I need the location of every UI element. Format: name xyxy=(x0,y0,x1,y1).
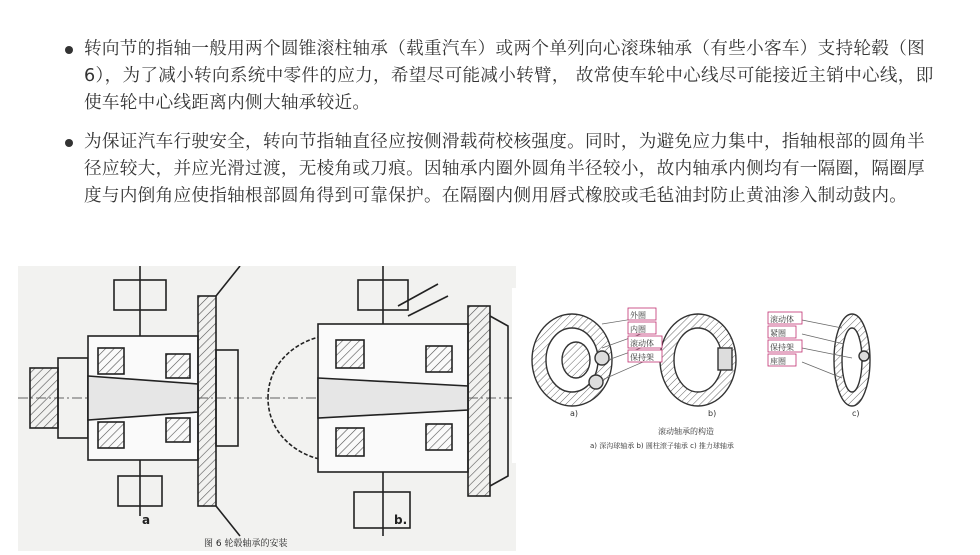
hub-bearing-drawing xyxy=(18,266,516,551)
rolling-bearing-caption: a) 深沟球轴承 b) 圆柱滚子轴承 c) 推力球轴承 xyxy=(590,442,734,450)
callouts-a xyxy=(628,308,662,362)
callout-rolling-element: 滚动体 xyxy=(630,339,654,348)
bullet-item xyxy=(62,36,942,117)
assembly-b-drawing xyxy=(268,266,508,536)
cylindrical-roller-bearing xyxy=(660,314,736,406)
sub-label-b: b) xyxy=(708,409,717,418)
bullet-item xyxy=(62,129,942,210)
callout-inner-ring: 内圈 xyxy=(630,325,646,334)
hub-bearing-figure xyxy=(18,266,516,551)
assembly-a-drawing xyxy=(30,266,240,536)
deep-groove-ball-bearing xyxy=(532,314,612,406)
callout-outer-ring: 外圈 xyxy=(630,311,646,320)
rolling-bearing-drawing xyxy=(512,288,892,463)
callout-rolling-element-c: 滚动体 xyxy=(770,315,794,324)
bullet-text: 为保证汽车行驶安全，转向节指轴直径应按侧滑载荷校核强度。同时，为避免应力集中，指轴根部的圆角半径应较大，并应光滑过渡，无棱角或刀痕。因轴承内圈外圆角半径较小，故内轴承内侧均有一隔圈，隔圈厚度与内倒角应使指轴根部圆角得到可靠保护。在隔圈内侧用唇式橡胶或毛毡油封防止黄油渗入制动鼓内。 xyxy=(84,132,926,206)
assembly-a-label: a xyxy=(142,513,151,527)
callout-cage: 保持架 xyxy=(630,353,654,362)
bullet-text: 转向节的指轴一般用两个圆锥滚柱轴承（载重汽车）或两个单列向心滚珠轴承（有些小客车）支持轮毂（图6），为了减小转向系统中零件的应力，希望尽可能减小转臂， 故常使车轮中心线尽可能接近主销中心线，即使车轮中心线距离内侧大轴承较近。 xyxy=(84,39,934,113)
rolling-bearing-figure xyxy=(512,288,892,463)
assembly-b-label: b. xyxy=(394,513,408,527)
callouts-c xyxy=(768,312,802,366)
bullet-list xyxy=(62,36,942,210)
callout-tight-ring: 紧圈 xyxy=(770,329,786,338)
bullet-dot-icon xyxy=(65,46,73,54)
rolling-bearing-title: 滚动轴承的构造 xyxy=(658,427,714,436)
sub-label-a: a) xyxy=(570,409,579,418)
bullet-dot-icon xyxy=(65,139,73,147)
callout-seat-ring: 座圈 xyxy=(770,357,786,366)
callout-cage-c: 保持架 xyxy=(770,343,794,352)
figure-6-caption: 图 6 轮毂轴承的安装 xyxy=(204,539,288,549)
sub-label-c: c) xyxy=(852,409,860,418)
